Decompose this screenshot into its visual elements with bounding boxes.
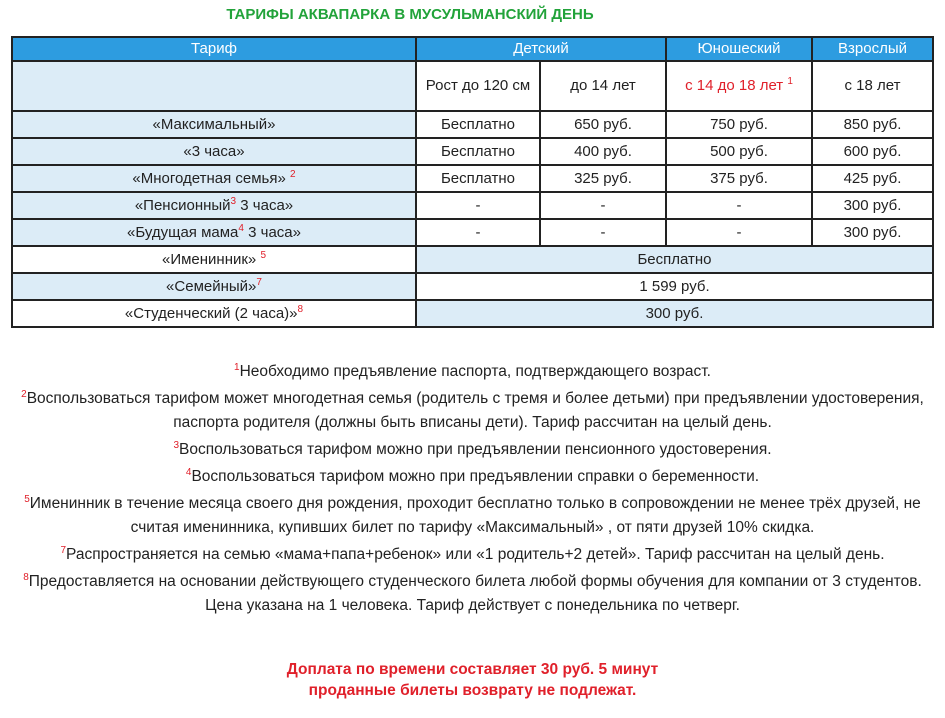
price-cell: Бесплатно: [416, 111, 540, 138]
tariff-name: «Пенсионный$^3$ 3 часа»: [12, 192, 416, 219]
footnote-marker: 1: [787, 76, 793, 87]
subheader-under14: до 14 лет: [540, 61, 666, 111]
footnote-item: $^1$Необходимо предъявление паспорта, подтверждающего возраст.: [234, 361, 711, 380]
tariff-name: «Студенческий (2 часа)»$^8$: [12, 300, 416, 327]
tariff-table: [11, 36, 934, 328]
table-header-row: [12, 37, 933, 61]
footnote-marker: 7: [256, 276, 262, 288]
footnote-item: $^4$Воспользоваться тарифом можно при предъявлении справки о беременности.: [185, 466, 760, 485]
price-cell-merged: Бесплатно: [416, 246, 933, 273]
price-cell: 850 руб.: [812, 111, 933, 138]
footnote-item: $^5$Именинник в течение месяца своего дня рождения, проходит бесплатно только в сопровождении не менее трёх друзей, не считая именинника, купивших билет по тарифу «Максимальный» , от пяти друзей 10% скидка.: [24, 493, 921, 536]
table-subheader-row: [12, 61, 933, 111]
footnote-marker: 4: [238, 222, 244, 234]
table-row: [12, 219, 933, 246]
tariff-name: «Максимальный»: [12, 111, 416, 138]
price-cell: -: [416, 219, 540, 246]
footnote-item: $^3$Воспользоваться тарифом можно при предъявлении пенсионного удостоверения.: [173, 439, 772, 458]
header-adult: Взрослый: [812, 37, 933, 61]
tariff-name: «Будущая мама$^4$ 3 часа»: [12, 219, 416, 246]
price-cell: -: [540, 219, 666, 246]
footnote-item: $^7$Распространяется на семью «мама+папа+ребенок» или «1 родитель+2 детей». Тариф рассчитан на целый день.: [60, 544, 885, 563]
tariff-name: «Именинник» $^5$: [12, 246, 416, 273]
price-cell: 600 руб.: [812, 138, 933, 165]
price-cell: 750 руб.: [666, 111, 812, 138]
footnote-marker: 3: [230, 195, 237, 207]
table-row: [12, 300, 933, 327]
tariff-name: «3 часа»: [12, 138, 416, 165]
table-row: [12, 273, 933, 300]
price-cell: 300 руб.: [812, 192, 933, 219]
header-youth: Юношеский: [666, 37, 812, 61]
price-cell: -: [540, 192, 666, 219]
header-tariff: Тариф: [12, 37, 416, 61]
header-child: Детский: [416, 37, 666, 61]
subheader-youth-range: [666, 61, 812, 111]
price-cell: 650 руб.: [540, 111, 666, 138]
price-cell: 325 руб.: [540, 165, 666, 192]
table-row: [12, 138, 933, 165]
subheader-adult-range: с 18 лет: [812, 61, 933, 111]
tariff-name: «Многодетная семья» $^2$: [12, 165, 416, 192]
price-cell-merged: 300 руб.: [416, 300, 933, 327]
price-cell: 300 руб.: [812, 219, 933, 246]
price-cell-merged: 1 599 руб.: [416, 273, 933, 300]
table-row: [12, 246, 933, 273]
footnote-item: $^2$Воспользоваться тарифом может многодетная семья (родитель с тремя и более детьми) при предъявлении удостоверения, паспорта родителя (должны быть вписаны дети). Тариф рассчитан на целый день.: [21, 388, 924, 431]
table-row: [12, 165, 933, 192]
surcharge-notice: [0, 659, 945, 701]
youth-range-label: с 14 до 18 лет: [685, 77, 784, 94]
footnote-marker: 5: [260, 249, 267, 261]
tariff-name: «Семейный»$^7$: [12, 273, 416, 300]
no-refund-line: проданные билеты возврату не подлежат.: [308, 682, 637, 699]
subheader-empty: [12, 61, 416, 111]
price-cell: Бесплатно: [416, 138, 540, 165]
price-cell: -: [416, 192, 540, 219]
subheader-height: Рост до 120 см: [416, 61, 540, 111]
price-cell: 425 руб.: [812, 165, 933, 192]
price-cell: Бесплатно: [416, 165, 540, 192]
footnote-item: $^8$Предоставляется на основании действующего студенческого билета любой формы обучения для компании от 3 студентов. Цена указана на 1 человека. Тариф действует с понедельника по четверг.: [23, 571, 922, 614]
price-cell: 375 руб.: [666, 165, 812, 192]
table-row: [12, 192, 933, 219]
price-cell: 400 руб.: [540, 138, 666, 165]
footnote-marker: 8: [297, 303, 304, 315]
price-cell: -: [666, 219, 812, 246]
footnote-marker: 2: [290, 168, 296, 180]
table-row: [12, 111, 933, 138]
footnotes: [14, 360, 931, 621]
price-cell: 500 руб.: [666, 138, 812, 165]
page-title: ТАРИФЫ АКВАПАРКА В МУСУЛЬМАНСКИЙ ДЕНЬ: [226, 6, 594, 23]
surcharge-line: Доплата по времени составляет 30 руб. 5 минут: [286, 661, 659, 678]
price-cell: -: [666, 192, 812, 219]
